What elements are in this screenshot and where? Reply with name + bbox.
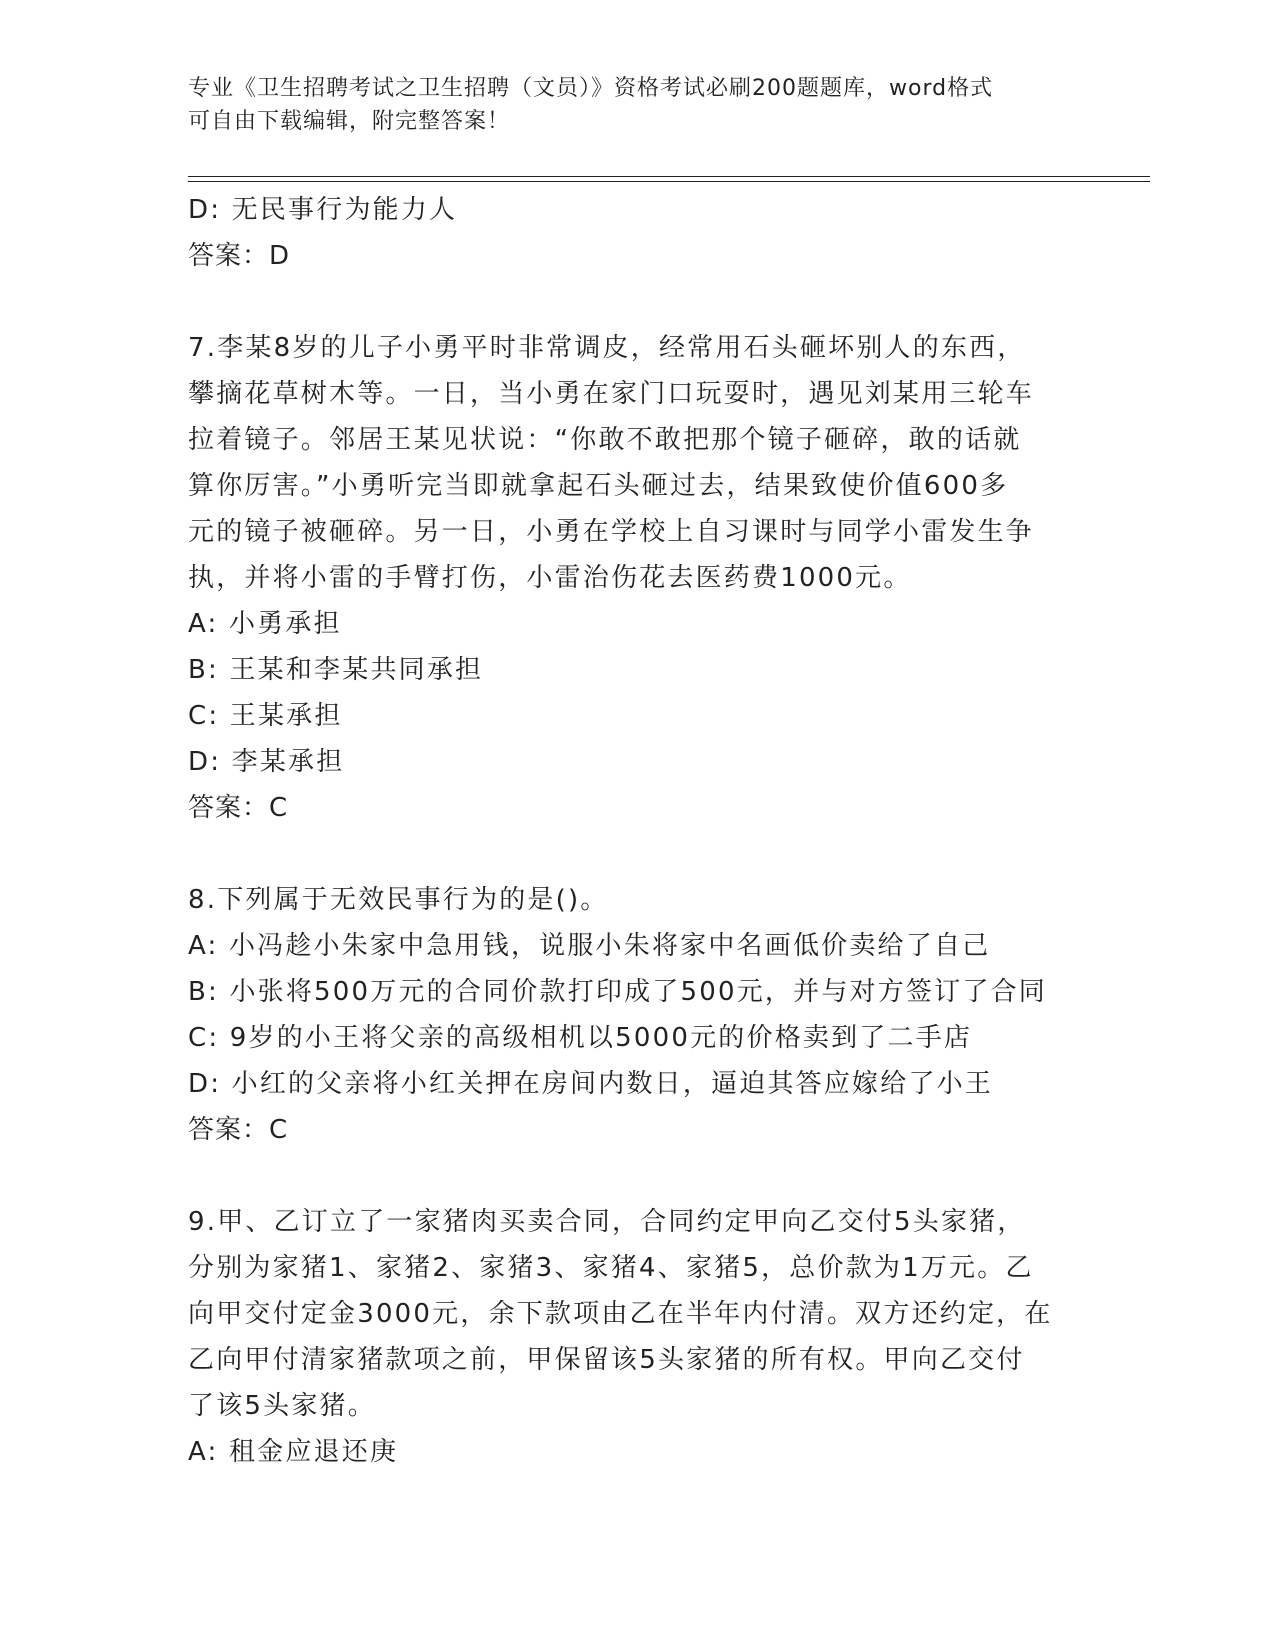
q8-option-d: D: 小红的父亲将小红关押在房间内数日，逼迫其答应嫁给了小王 (188, 1069, 994, 1099)
question-7 (188, 325, 1088, 831)
q8-option-c: C: 9岁的小王将父亲的高级相机以5000元的价格卖到了二手店 (188, 1023, 973, 1053)
q7-stem-line: 算你厉害。”小勇听完当即就拿起石头砸过去，结果致使价值600多 (188, 471, 1009, 501)
q7-answer: 答案：C (188, 793, 289, 823)
q8-stem: 8.下列属于无效民事行为的是()。 (188, 885, 609, 915)
q9-stem-line: 9.甲、乙订立了一家猪肉买卖合同，合同约定甲向乙交付5头家猪， (188, 1207, 1026, 1237)
q8-answer: 答案：C (188, 1115, 289, 1145)
q7-stem-line: 攀摘花草树木等。一日，当小勇在家门口玩耍时，遇见刘某用三轮车 (188, 379, 1035, 409)
q6-answer: 答案：D (188, 241, 291, 271)
q7-option-d: D: 李某承担 (188, 747, 345, 777)
document-header (188, 72, 1068, 138)
spacer (188, 1153, 1088, 1199)
q8-option-b: B: 小张将500万元的合同价款打印成了500元，并与对方签订了合同 (188, 977, 1047, 1007)
q9-stem-line: 分别为家猪1、家猪2、家猪3、家猪4、家猪5，总价款为1万元。乙 (188, 1253, 1034, 1283)
document-body (188, 187, 1088, 1475)
q6-option-d: D: 无民事行为能力人 (188, 195, 458, 225)
q9-stem-line: 乙向甲付清家猪款项之前，甲保留该5头家猪的所有权。甲向乙交付 (188, 1345, 1025, 1375)
spacer (188, 831, 1088, 877)
q9-stem-line: 向甲交付定金3000元，余下款项由乙在半年内付清。双方还约定，在 (188, 1299, 1053, 1329)
q7-option-c: C: 王某承担 (188, 701, 343, 731)
q7-stem-line: 拉着镜子。邻居王某见状说：“你敢不敢把那个镜子砸碎，敢的话就 (188, 425, 1022, 455)
spacer (188, 279, 1088, 325)
q9-stem-line: 了该5头家猪。 (188, 1391, 376, 1421)
header-line-1: 专业《卫生招聘考试之卫生招聘（文员）》资格考试必刷200题题库，word格式 (188, 76, 994, 101)
header-divider-top (188, 176, 1150, 177)
q8-option-a: A: 小冯趁小朱家中急用钱，说服小朱将家中名画低价卖给了自己 (188, 931, 991, 961)
question-8 (188, 877, 1088, 1153)
header-divider-bottom (188, 181, 1150, 182)
q7-option-b: B: 王某和李某共同承担 (188, 655, 484, 685)
header-line-2: 可自由下载编辑，附完整答案！ (188, 109, 511, 134)
q7-stem-line: 7.李某8岁的儿子小勇平时非常调皮，经常用石头砸坏别人的东西， (188, 333, 1026, 363)
q7-option-a: A: 小勇承担 (188, 609, 342, 639)
question-9 (188, 1199, 1088, 1475)
q7-stem-line: 元的镜子被砸碎。另一日，小勇在学校上自习课时与同学小雷发生争 (188, 517, 1035, 547)
q7-stem-line: 执，并将小雷的手臂打伤，小雷治伤花去医药费1000元。 (188, 563, 912, 593)
q9-option-a: A: 租金应退还庚 (188, 1437, 399, 1467)
